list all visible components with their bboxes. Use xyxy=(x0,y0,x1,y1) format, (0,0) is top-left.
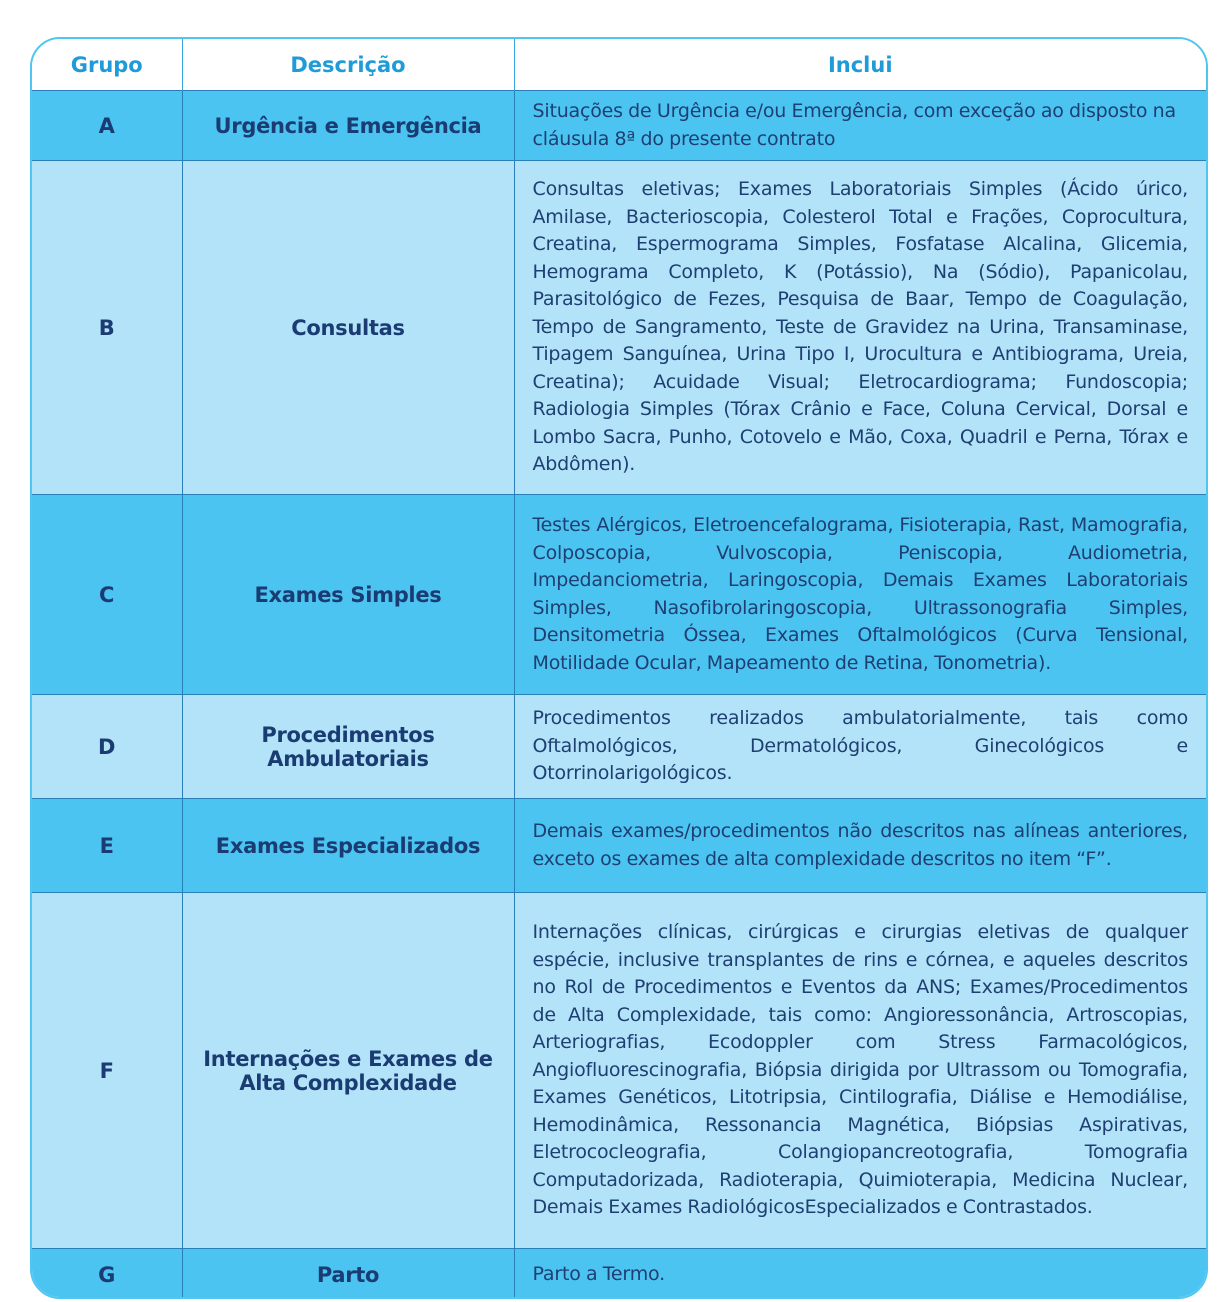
table-row-g xyxy=(32,1249,1206,1300)
table-row-e xyxy=(32,799,1206,893)
cell-grupo: B xyxy=(32,161,182,495)
cell-grupo: F xyxy=(32,893,182,1249)
cell-inclui: Demais exames/procedimentos não descritos nas alíneas anteriores, exceto os exames de alta complexidade descritos no item “F”. xyxy=(514,799,1206,893)
table-row-d xyxy=(32,695,1206,799)
cell-descricao: Exames Especializados xyxy=(182,799,514,893)
cell-grupo: C xyxy=(32,495,182,695)
table-row-b xyxy=(32,161,1206,495)
cell-inclui: Procedimentos realizados ambulatorialmente, tais como Oftalmológicos, Dermatológicos, Ginecológicos e Otorrinolarigológicos. xyxy=(514,695,1206,799)
cell-descricao: Consultas xyxy=(182,161,514,495)
cell-grupo: G xyxy=(32,1249,182,1300)
cell-inclui: Parto a Termo. xyxy=(514,1249,1206,1300)
coverage-table-frame xyxy=(30,37,1208,1299)
table-row-c xyxy=(32,495,1206,695)
cell-grupo: D xyxy=(32,695,182,799)
cell-inclui: Testes Alérgicos, Eletroencefalograma, Fisioterapia, Rast, Mamografia, Colposcopia, Vulvoscopia, Peniscopia, Audiometria, Impedanciometria, Laringoscopia, Demais Exames Laboratoriais Simples, Nasofibrolaringoscopia, Ultrassonografia Simples, Densitometria Óssea, Exames Oftalmológicos (Curva Tensional, Motilidade Ocular, Mapeamento de Retina, Tonometria). xyxy=(514,495,1206,695)
header-grupo: Grupo xyxy=(32,39,182,91)
cell-descricao: Internações e Exames de Alta Complexidade xyxy=(182,893,514,1249)
cell-descricao: Procedimentos Ambulatoriais xyxy=(182,695,514,799)
cell-inclui: Situações de Urgência e/ou Emergência, com exceção ao disposto na cláusula 8ª do presente contrato xyxy=(514,91,1206,161)
cell-inclui: Consultas eletivas; Exames Laboratoriais Simples (Ácido úrico, Amilase, Bacterioscopia, Colesterol Total e Frações, Coprocultura, Creatina, Espermograma Simples, Fosfatase Alcalina, Glicemia, Hemograma Completo, K (Potássio), Na (Sódio), Papanicolau, Parasitológico de Fezes, Pesquisa de Baar, Tempo de Coagulação, Tempo de Sangramento, Teste de Gravidez na Urina, Transaminase, Tipagem Sanguínea, Urina Tipo I, Urocultura e Antibiograma, Ureia, Creatina); Acuidade Visual; Eletrocardiograma; Fundoscopia; Radiologia Simples (Tórax Crânio e Face, Coluna Cervical, Dorsal e Lombo Sacra, Punho, Cotovelo e Mão, Coxa, Quadril e Perna, Tórax e Abdômen). xyxy=(514,161,1206,495)
cell-inclui: Internações clínicas, cirúrgicas e cirurgias eletivas de qualquer espécie, inclusive transplantes de rins e córnea, e aqueles descritos no Rol de Procedimentos e Eventos da ANS; Exames/Procedimentos de Alta Complexidade, tais como: Angioressonância, Artroscopias, Arteriografias, Ecodoppler com Stress Farmacológicos, Angiofluorescinografia, Biópsia dirigida por Ultrassom ou Tomografia, Exames Genéticos, Litotripsia, Cintilografia, Diálise e Hemodiálise, Hemodinâmica, Ressonancia Magnética, Biópsias Aspirativas, Eletrococleografia, Colangiopancreotografia, Tomografia Computadorizada, Radioterapia, Quimioterapia, Medicina Nuclear, Demais Exames RadiológicosEspecializados e Contrastados. xyxy=(514,893,1206,1249)
cell-grupo: A xyxy=(32,91,182,161)
cell-grupo: E xyxy=(32,799,182,893)
table-row-f xyxy=(32,893,1206,1249)
cell-descricao: Parto xyxy=(182,1249,514,1300)
cell-descricao: Urgência e Emergência xyxy=(182,91,514,161)
header-inclui: Inclui xyxy=(514,39,1206,91)
table-row-a xyxy=(32,91,1206,161)
header-descricao: Descrição xyxy=(182,39,514,91)
table-header-row xyxy=(32,39,1206,91)
cell-descricao: Exames Simples xyxy=(182,495,514,695)
coverage-table xyxy=(32,39,1206,1299)
